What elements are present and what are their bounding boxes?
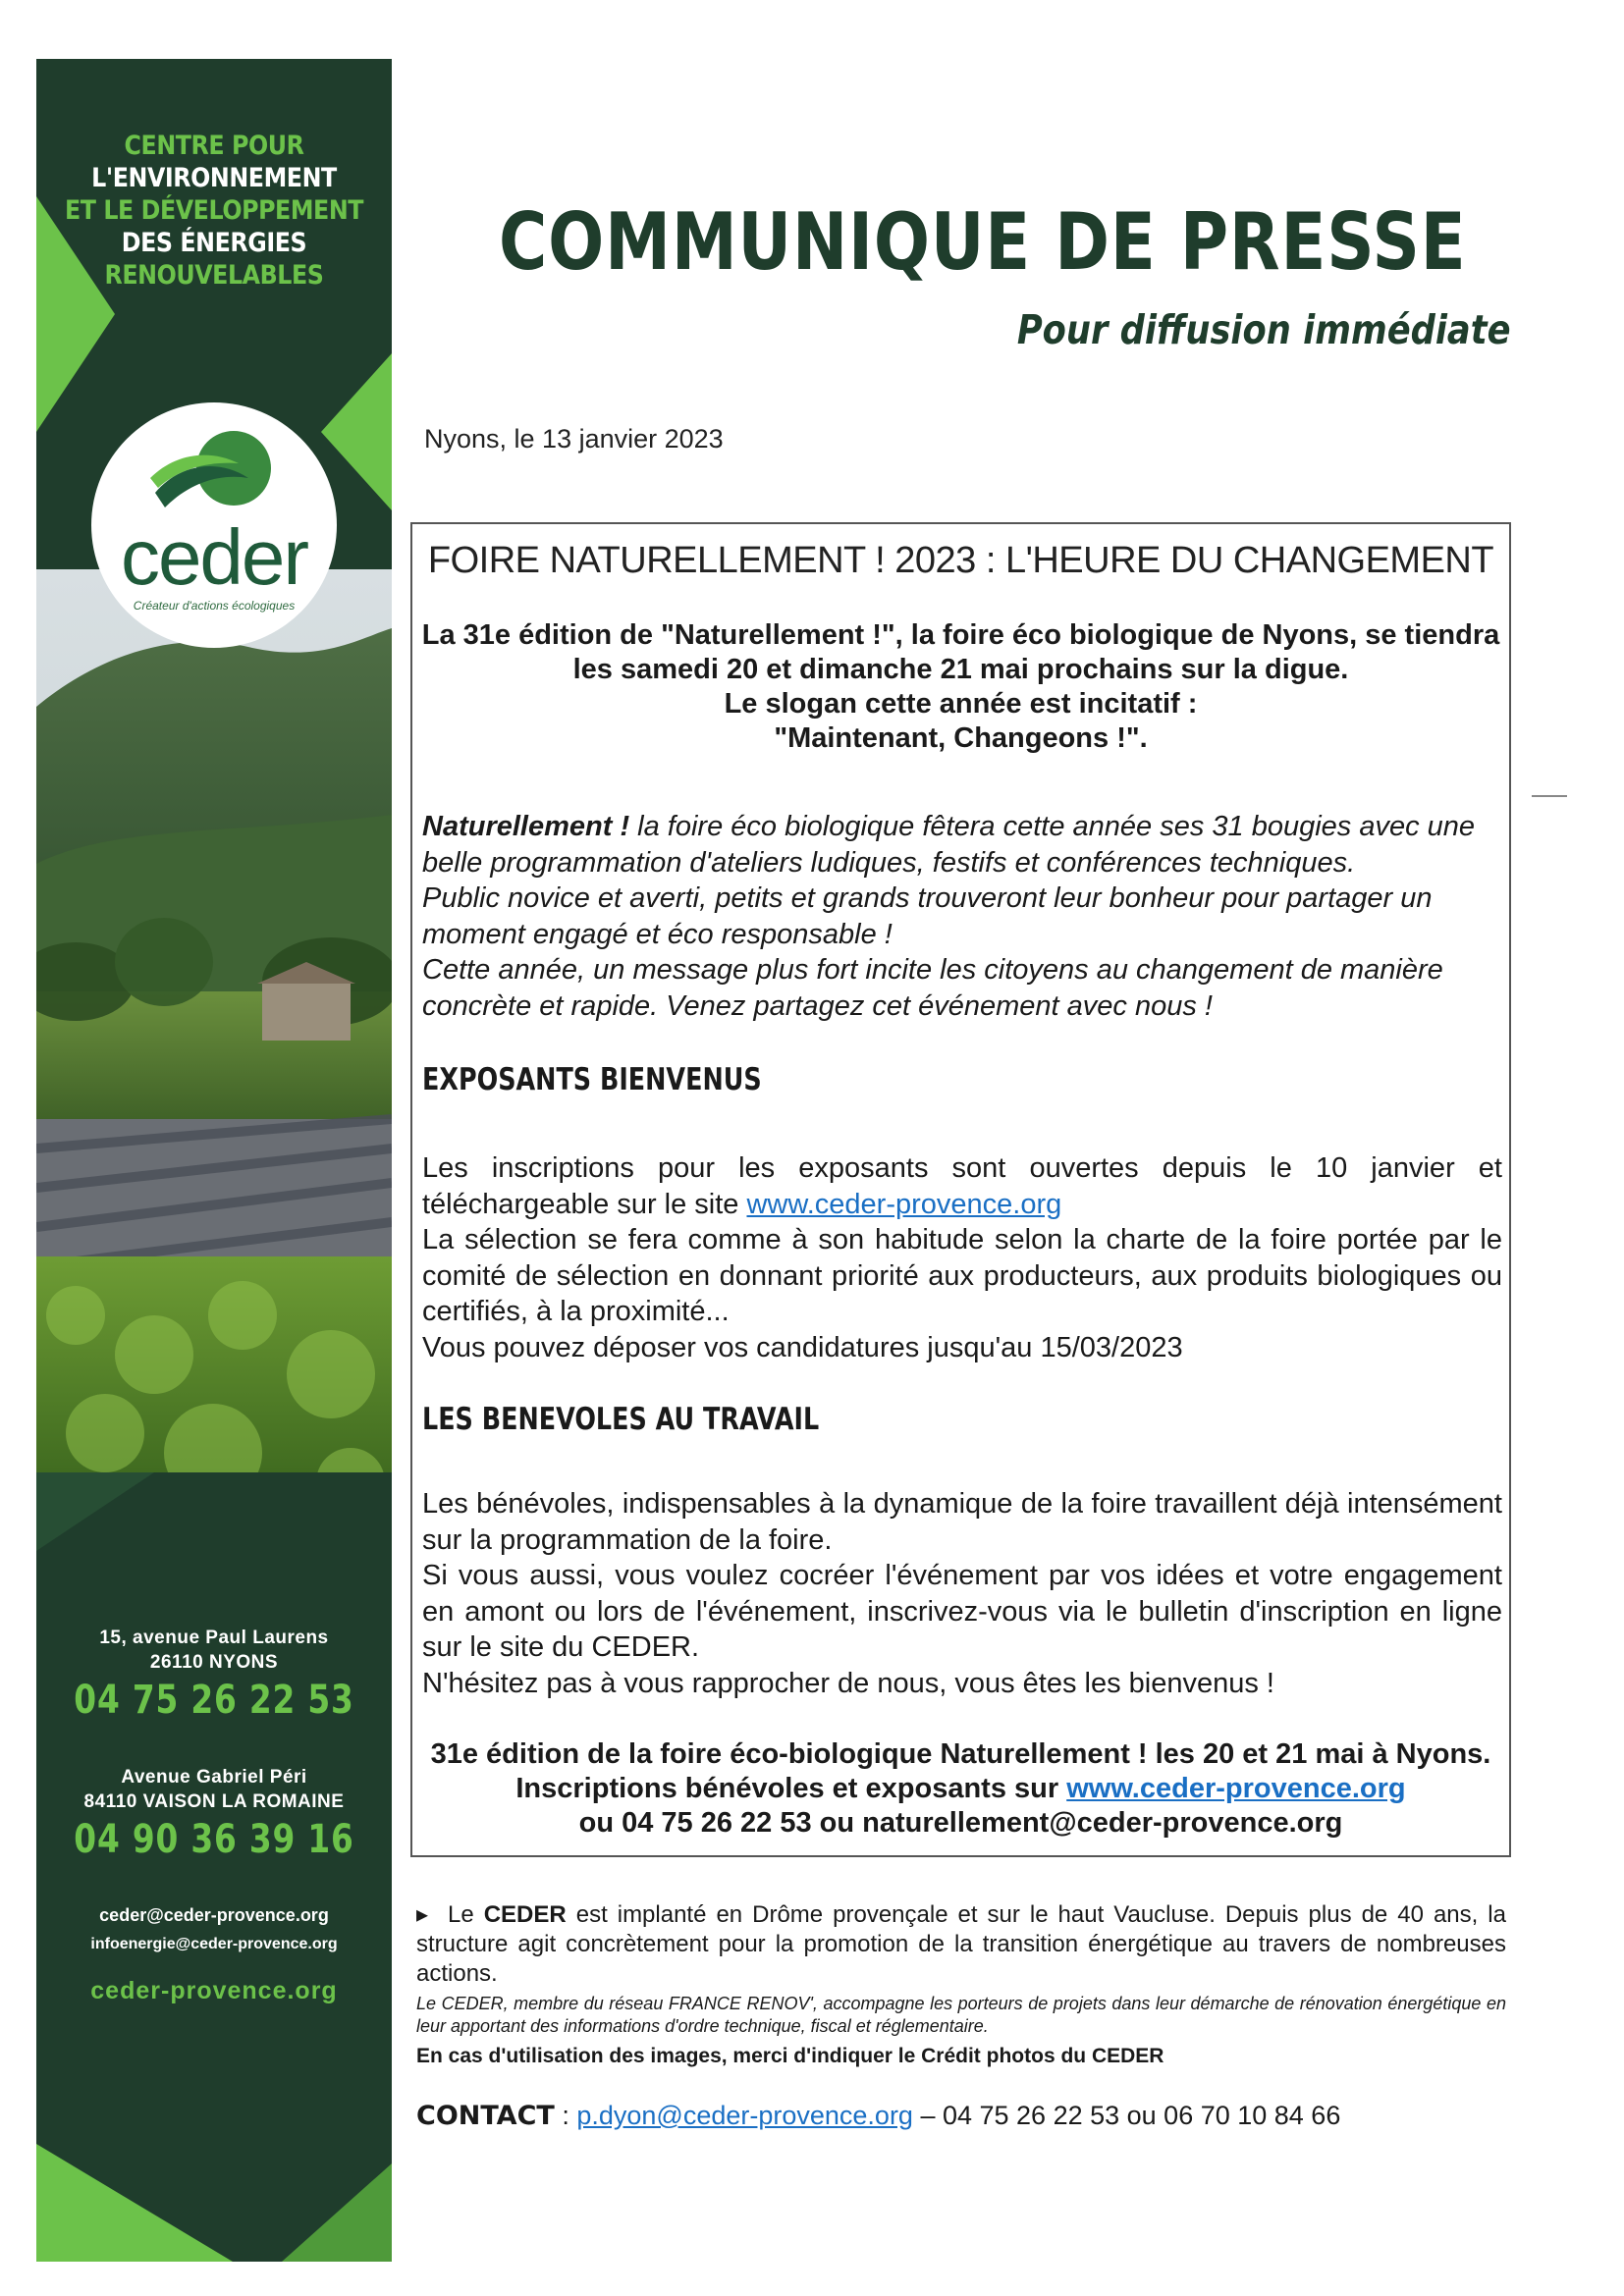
lead-line: les samedi 20 et dimanche 21 mai prochains sur la digue. bbox=[572, 654, 1349, 685]
address-line: 26110 NYONS bbox=[149, 1652, 279, 1673]
contact-phones: – 04 75 26 22 53 ou 06 70 10 84 66 bbox=[912, 2101, 1341, 2130]
about-network-note: Le CEDER, membre du réseau FRANCE RENOV', accompagne les porteurs de projets dans leur démarche de rénovation énergétique en leur apportant des informations d'ordre technique, fiscal et réglementaire. bbox=[416, 1994, 1506, 2036]
contact-separator: : bbox=[554, 2101, 577, 2130]
ceder-logo bbox=[91, 402, 337, 648]
org-name-line: DES ÉNERGIES bbox=[121, 228, 307, 258]
page-subtitle: Pour diffusion immédiate bbox=[1016, 306, 1510, 353]
about-bold: CEDER bbox=[483, 1901, 567, 1928]
exposants-text: Les inscriptions pour les exposants sont ouvertes depuis le 10 janvier et téléchargeable sur le site bbox=[422, 1152, 1502, 1220]
intro-bold: Naturellement ! bbox=[422, 811, 630, 842]
about-text: Le bbox=[448, 1901, 484, 1928]
section-title-benevoles: LES BENEVOLES AU TRAVAIL bbox=[422, 1402, 820, 1437]
lead-line: La 31e édition de "Naturellement !", la foire éco biologique de Nyons, se tiendra bbox=[421, 619, 1500, 651]
event-title: FOIRE NATURELLEMENT ! 2023 : L'HEURE DU CHANGEMENT bbox=[427, 540, 1494, 581]
address-line: 84110 VAISON LA ROMAINE bbox=[83, 1791, 345, 1812]
about-ceder bbox=[416, 1900, 1506, 2071]
intro-paragraph bbox=[422, 809, 1502, 1024]
phone-number[interactable]: 04 90 36 39 16 bbox=[74, 1817, 354, 1862]
sidebar-contacts bbox=[36, 1626, 392, 2005]
org-name-line: CENTRE POUR bbox=[124, 131, 304, 161]
sidebar-decor-bottom bbox=[36, 1472, 392, 1590]
website-link[interactable]: www.ceder-provence.org bbox=[1066, 1773, 1406, 1804]
intro-text: la foire éco biologique fêtera cette année ses 31 bougies avec une belle programmation d'ateliers ludiques, festifs et conférences techniques. bbox=[422, 811, 1476, 879]
address-line: Avenue Gabriel Péri bbox=[121, 1767, 307, 1788]
logo-wordmark: ceder bbox=[120, 513, 308, 601]
org-name bbox=[36, 130, 392, 292]
press-release-box bbox=[410, 522, 1511, 1857]
margin-mark bbox=[1532, 795, 1567, 797]
bullet-icon: ▸ bbox=[416, 1901, 429, 1928]
contact-email-link[interactable]: p.dyon@ceder-provence.org bbox=[576, 2101, 913, 2130]
intro-text: Public novice et averti, petits et grands trouveront leur bonheur pour partager un moment engagé et éco responsable ! bbox=[422, 882, 1433, 950]
footer-line: ou 04 75 26 22 53 ou naturellement@ceder-provence.org bbox=[578, 1807, 1343, 1839]
lead-line: "Maintenant, Changeons !". bbox=[774, 722, 1148, 754]
sidebar bbox=[36, 59, 392, 2262]
benevoles-text: Les bénévoles, indispensables à la dynamique de la foire travaillent déjà intensément sur la programmation de la foire. bbox=[422, 1488, 1502, 1556]
footer-line: Inscriptions bénévoles et exposants sur bbox=[515, 1773, 1067, 1804]
exposants-paragraph bbox=[422, 1150, 1502, 1365]
about-text: est implanté en Drôme provençale et sur le haut Vaucluse. Depuis plus de 40 ans, la structure agit concrètement pour la promotion de la transition énergétique au travers de nombreuses actions. bbox=[416, 1901, 1506, 1987]
email-link[interactable]: ceder@ceder-provence.org bbox=[99, 1905, 329, 1925]
exposants-text: Vous pouvez déposer vos candidatures jusqu'au 15/03/2023 bbox=[422, 1331, 1183, 1363]
address-line: 15, avenue Paul Laurens bbox=[99, 1628, 329, 1648]
benevoles-paragraph bbox=[422, 1486, 1502, 1701]
contact-line bbox=[416, 2101, 1340, 2131]
leaf-logo-icon bbox=[150, 424, 278, 522]
intro-text: Cette année, un message plus fort incite les citoyens au changement de manière concrète et rapide. Venez partagez cet événement avec nous ! bbox=[422, 954, 1443, 1022]
org-name-line: ET LE DÉVELOPPEMENT bbox=[64, 195, 364, 226]
event-footer bbox=[412, 1737, 1509, 1841]
phone-number[interactable]: 04 75 26 22 53 bbox=[74, 1678, 354, 1723]
lead-line: Le slogan cette année est incitatif : bbox=[724, 688, 1198, 720]
section-title-exposants: EXPOSANTS BIENVENUS bbox=[422, 1062, 762, 1097]
sidebar-decor-bottom-triangles bbox=[36, 2105, 392, 2262]
lead-summary bbox=[412, 618, 1509, 756]
email-link[interactable]: infoenergie@ceder-provence.org bbox=[90, 1936, 338, 1952]
website-link[interactable]: www.ceder-provence.org bbox=[746, 1188, 1062, 1220]
photo-credit-note: En cas d'utilisation des images, merci d'indiquer le Crédit photos du CEDER bbox=[416, 2045, 1164, 2067]
benevoles-text: N'hésitez pas à vous rapprocher de nous, vous êtes les bienvenus ! bbox=[422, 1667, 1274, 1699]
footer-line: 31e édition de la foire éco-biologique Naturellement ! les 20 et 21 mai à Nyons. bbox=[430, 1738, 1491, 1770]
website-link[interactable]: ceder-provence.org bbox=[90, 1977, 338, 2004]
logo-tagline: Créateur d'actions écologiques bbox=[133, 599, 296, 613]
exposants-text: La sélection se fera comme à son habitude selon la charte de la foire portée par le comité de sélection en donnant priorité aux producteurs, aux produits biologiques ou certifiés, à la proximité... bbox=[422, 1224, 1502, 1327]
org-name-line: L'ENVIRONNEMENT bbox=[91, 163, 337, 193]
page-title: COMMUNIQUE DE PRESSE bbox=[499, 196, 1467, 288]
landscape-photo bbox=[36, 569, 392, 1561]
contact-label: CONTACT bbox=[416, 2101, 555, 2131]
org-name-line: RENOUVELABLES bbox=[104, 260, 324, 291]
release-date: Nyons, le 13 janvier 2023 bbox=[424, 424, 724, 454]
benevoles-text: Si vous aussi, vous voulez cocréer l'événement par vos idées et votre engagement en amont ou lors de l'événement, inscrivez-vous via le bulletin d'inscription en ligne sur le site du CEDER. bbox=[422, 1560, 1502, 1663]
